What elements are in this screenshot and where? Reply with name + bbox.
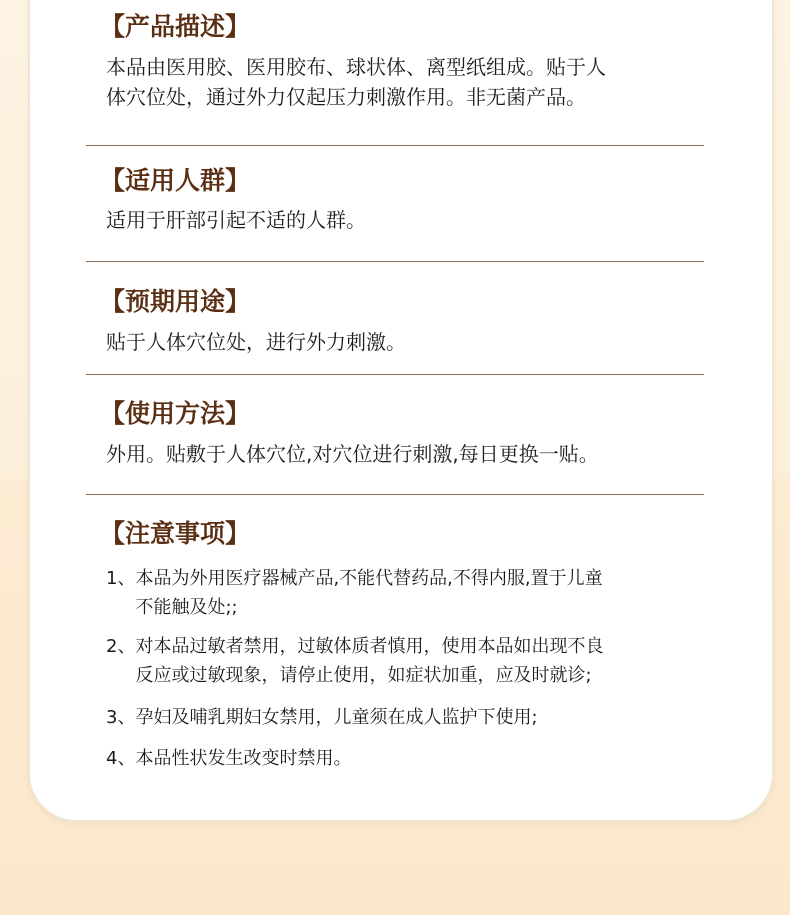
section-divider [86, 494, 704, 495]
section-title: 【注意事项】 [100, 519, 251, 548]
precaution-item-1 [106, 564, 706, 622]
section-usage [100, 399, 706, 469]
section-divider [86, 261, 704, 262]
precaution-text-line: 本品性状发生改变时禁用。 [135, 748, 352, 769]
section-divider [86, 374, 704, 375]
section-body-line: 外用。贴敷于人体穴位,对穴位进行刺激,每日更换一贴。 [106, 442, 599, 466]
precaution-item-4 [106, 744, 706, 773]
precaution-text-line: 本品为外用医疗器械产品,不能代替药品,不得内服,置于儿童 [135, 568, 603, 589]
section-body-line: 适用于肝部引起不适的人群。 [106, 208, 366, 232]
precaution-number: 3、 [106, 707, 136, 728]
section-divider [86, 145, 704, 146]
section-title: 【适用人群】 [100, 166, 251, 195]
section-title: 【预期用途】 [100, 287, 251, 316]
section-body-line: 本品由医用胶、医用胶布、球状体、离型纸组成。贴于人 [106, 55, 606, 79]
section-intended-use [100, 287, 706, 357]
section-precautions [100, 519, 706, 549]
precaution-item-2 [106, 632, 706, 690]
section-target-population [100, 166, 706, 235]
precaution-text-line: 对本品过敏者禁用，过敏体质者慎用，使用本品如出现不良 [135, 636, 604, 657]
section-title: 【产品描述】 [100, 12, 251, 41]
section-body-line: 贴于人体穴位处，进行外力刺激。 [106, 330, 406, 354]
precaution-number: 2、 [106, 636, 136, 657]
section-body-line: 体穴位处，通过外力仅起压力刺激作用。非无菌产品。 [106, 85, 586, 109]
precaution-number: 4、 [106, 748, 136, 769]
precaution-text-line: 反应或过敏现象，请停止使用，如症状加重，应及时就诊; [135, 665, 592, 686]
precaution-number: 1、 [106, 568, 136, 589]
section-title: 【使用方法】 [100, 399, 251, 428]
precaution-item-3 [106, 703, 706, 732]
precaution-text-line: 不能触及处;; [135, 597, 238, 618]
precaution-text-line: 孕妇及哺乳期妇女禁用，儿童须在成人监护下使用; [135, 707, 538, 728]
section-product-description [100, 12, 706, 112]
